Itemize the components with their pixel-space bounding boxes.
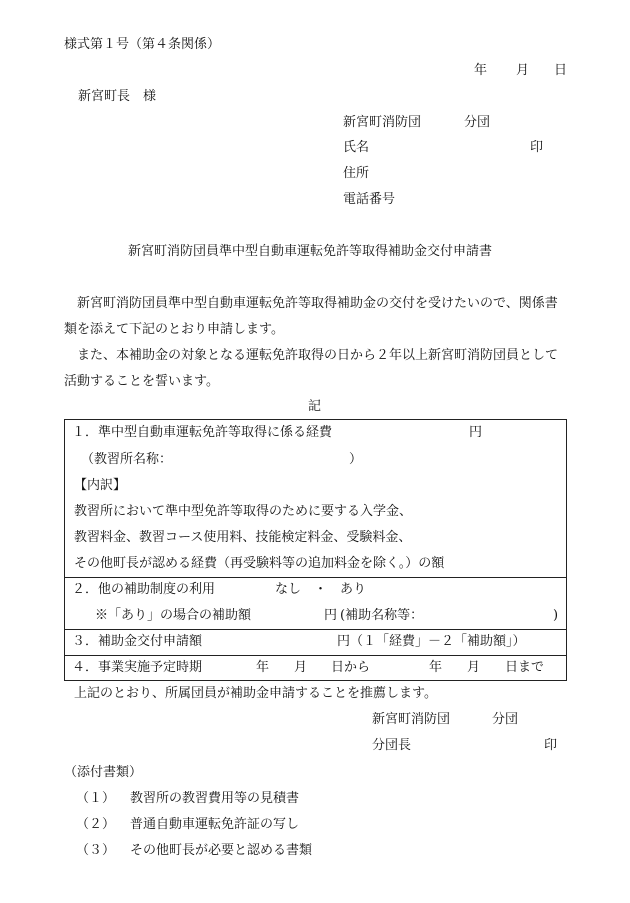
row2-options: なし ・ あり: [275, 582, 367, 597]
attachment-1-num: （１）: [76, 791, 116, 806]
row1-breakdown-head: 【内訳】: [74, 478, 127, 493]
addressee: 新宮町長 様: [78, 89, 157, 104]
date-day: 日: [554, 63, 568, 78]
row4-to-year: 年: [429, 660, 443, 675]
body-p1-line2: 類を添えて下記のとおり申請します。: [64, 322, 284, 337]
row1-breakdown-2: 教習料金、教習コース使用料、技能検定料金、受験料金、: [74, 530, 412, 545]
row1-label: １．準中型自動車運転免許等取得に係る経費: [72, 425, 333, 440]
recommend-text: 上記のとおり、所属団員が補助金申請することを推薦します。: [74, 686, 437, 701]
row2-label: ２．他の補助制度の利用: [72, 582, 216, 597]
row4-from-year: 年: [256, 660, 270, 675]
date-year: 年: [474, 63, 488, 78]
recommend-leader-label: 分団長: [372, 738, 412, 753]
applicant-seal: 印: [530, 140, 544, 155]
applicant-address-label: 住所: [343, 166, 370, 181]
body-p2-line1: また、本補助金の対象となる運転免許取得の日から２年以上新宮町消防団員として: [77, 348, 559, 363]
attachment-3-num: （３）: [76, 843, 116, 858]
date-month: 月: [516, 63, 530, 78]
row4-from-month: 月: [294, 660, 308, 675]
row1-breakdown-3: その他町長が認める経費（再受験料等の追加料金を除く。）の額: [74, 556, 445, 571]
attachment-2-text: 普通自動車運転免許証の写し: [130, 817, 300, 832]
row2-name-close: ): [553, 608, 559, 623]
row1-school-label: （教習所名称：: [81, 452, 173, 467]
recommend-corps: 新宮町消防団: [372, 712, 451, 727]
row2-sub-label: ※「あり」の場合の補助額: [95, 608, 252, 623]
attachment-2-num: （２）: [76, 817, 116, 832]
table-divider-2: [65, 629, 566, 630]
applicant-branch: 分団: [464, 115, 491, 130]
row1-breakdown-1: 教習所において準中型免許等取得のために要する入学金、: [74, 504, 413, 519]
attachment-1-text: 教習所の教習費用等の見積書: [130, 791, 300, 806]
recommend-branch: 分団: [492, 712, 519, 727]
attachments-heading: （添付書類）: [64, 765, 143, 780]
form-number: 様式第１号（第４条関係）: [64, 37, 221, 52]
row1-school-close: ）: [349, 452, 363, 467]
body-p1-line1: 新宮町消防団員準中型自動車運転免許等取得補助金の交付を受けたいので、関係書: [77, 296, 558, 311]
row4-label: ４．事業実施予定時期: [72, 660, 203, 675]
body-p2-line2: 活動することを誓います。: [64, 374, 219, 389]
row4-to-day: 日まで: [505, 660, 545, 675]
applicant-corps: 新宮町消防団: [343, 115, 422, 130]
row4-to-month: 月: [467, 660, 481, 675]
applicant-phone-label: 電話番号: [343, 192, 396, 207]
ki-mark: 記: [308, 399, 322, 414]
applicant-name-label: 氏名: [343, 140, 370, 155]
document-title: 新宮町消防団員準中型自動車運転免許等取得補助金交付申請書: [128, 244, 493, 259]
table-divider-1: [65, 577, 566, 578]
recommend-seal: 印: [544, 738, 558, 753]
row2-name-label: (補助名称等：: [340, 608, 424, 623]
row3-label: ３．補助金交付申請額: [72, 634, 203, 649]
row3-value: 円（１「経費」－２「補助額」）: [337, 634, 526, 649]
table-divider-3: [65, 655, 566, 656]
attachment-3-text: その他町長が必要と認める書類: [130, 843, 313, 858]
row4-from-day: 日から: [331, 660, 371, 675]
application-table: [64, 419, 567, 681]
row2-yen: 円: [324, 608, 338, 623]
row1-yen: 円: [469, 425, 483, 440]
